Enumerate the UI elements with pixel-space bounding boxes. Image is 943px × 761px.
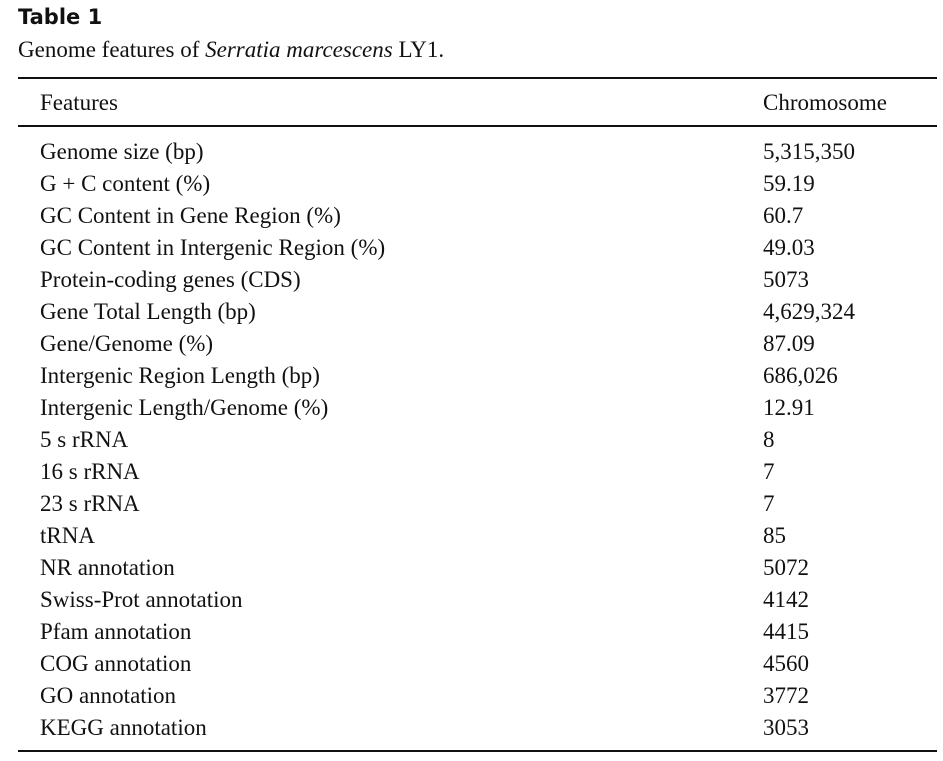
table-row [18,328,937,360]
chromosome-value-cell: 3772 [763,683,809,708]
chromosome-value-cell: 12.91 [763,395,815,420]
chromosome-value-cell: 87.09 [763,331,815,356]
table-row [18,392,937,424]
bottom-rule [18,750,937,752]
table-title [18,36,444,64]
chromosome-value-cell: 5073 [763,267,809,292]
chromosome-value-cell: 85 [763,523,786,548]
table-row [18,136,937,168]
table-row [18,296,937,328]
table-row [18,648,937,680]
table-row [18,520,937,552]
feature-cell: G + C content (%) [40,171,211,196]
table-body [18,136,937,744]
feature-cell: 16 s rRNA [40,459,140,484]
feature-cell: Gene/Genome (%) [40,331,214,356]
chromosome-value-cell: 5,315,350 [763,139,855,164]
top-rule [18,77,937,79]
table-row [18,200,937,232]
table-row [18,168,937,200]
chromosome-value-cell: 686,026 [763,363,838,388]
feature-cell: COG annotation [40,651,192,676]
chromosome-value-cell: 59.19 [763,171,815,196]
feature-cell: Pfam annotation [40,619,192,644]
chromosome-value-cell: 4415 [763,619,809,644]
table-row [18,488,937,520]
title-species: Serratia marcescens [205,37,393,62]
feature-cell: 23 s rRNA [40,491,140,516]
feature-cell: Swiss-Prot annotation [40,587,243,612]
feature-cell: Protein-coding genes (CDS) [40,267,301,292]
chromosome-value-cell: 5072 [763,555,809,580]
table-row [18,232,937,264]
feature-cell: 5 s rRNA [40,427,129,452]
feature-cell: Intergenic Region Length (bp) [40,363,320,388]
table-header-row [18,88,937,118]
table-row [18,712,937,744]
table-row [18,360,937,392]
chromosome-value-cell: 49.03 [763,235,815,260]
table-row [18,456,937,488]
feature-cell: GC Content in Gene Region (%) [40,203,341,228]
table-row [18,680,937,712]
header-features: Features [40,90,118,115]
feature-cell: Gene Total Length (bp) [40,299,256,324]
table-row [18,424,937,456]
table-row [18,616,937,648]
feature-cell: GO annotation [40,683,177,708]
chromosome-value-cell: 7 [763,459,775,484]
chromosome-value-cell: 4,629,324 [763,299,855,324]
table-label: Table 1 [18,5,103,29]
feature-cell: Intergenic Length/Genome (%) [40,395,329,420]
table-row [18,264,937,296]
header-chromosome: Chromosome [763,90,887,115]
title-suffix: LY1. [392,37,445,62]
title-prefix: Genome features of [18,37,206,62]
chromosome-value-cell: 4560 [763,651,809,676]
feature-cell: NR annotation [40,555,175,580]
feature-cell: Genome size (bp) [40,139,204,164]
feature-cell: GC Content in Intergenic Region (%) [40,235,386,260]
feature-cell: tRNA [40,523,95,548]
chromosome-value-cell: 7 [763,491,775,516]
chromosome-value-cell: 8 [763,427,775,452]
table-row [18,584,937,616]
chromosome-value-cell: 4142 [763,587,809,612]
table-row [18,552,937,584]
chromosome-value-cell: 3053 [763,715,809,740]
feature-cell: KEGG annotation [40,715,207,740]
chromosome-value-cell: 60.7 [763,203,804,228]
header-rule [18,125,937,127]
